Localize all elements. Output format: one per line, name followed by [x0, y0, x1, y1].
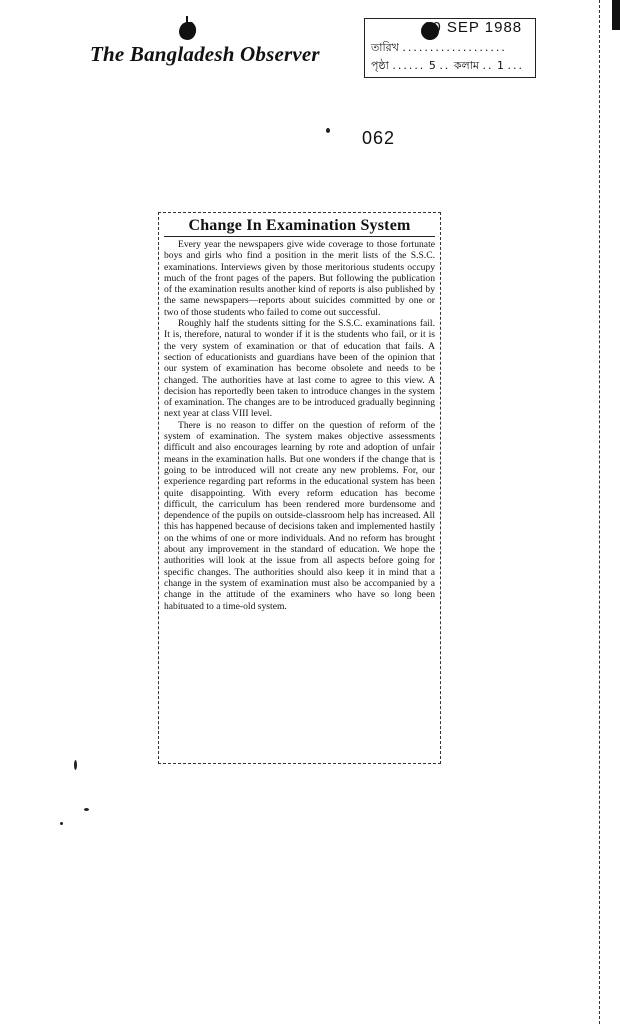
stamp-page-label: পৃষ্ঠা [371, 59, 389, 72]
stamp-dotted-line: ................... [402, 41, 507, 54]
scan-edge-mark [612, 0, 620, 30]
article-title: Change In Examination System [164, 217, 435, 237]
article-clipping [158, 212, 441, 764]
article-paragraph: Every year the newspapers give wide coverage to those fortunate boys and girls who find a position in the merit lists of the S.S.C. examinations. Interviews given by those meritorious students occupy much of the front pages of the papers. But following the publication of the examination results another kind of reports is also published by the same newspapers—reports about suicides committed by one or two of those students who failed to come out successful. [164, 239, 435, 318]
scan-speck [84, 808, 89, 811]
article-paragraph: Roughly half the students sitting for the S.S.C. examinations fail. It is, therefore, natural to wonder if it is the students who fail, or it is the very system of examination or that of education that fails. A section of educationists and guardians have been of the opinion that our system of examination has become obsolete and needs to be changed. The authorities have at last come to agree to this view. A decision has reportedly been taken to introduce changes in the system of examination. The changes are to be introduced gradually beginning next year at class VIII level. [164, 318, 435, 420]
ink-blot-icon [176, 16, 198, 42]
scan-speck [60, 822, 63, 825]
stamp-dotted-line: ... [507, 59, 525, 72]
stamp-column-label: কলাম [453, 59, 480, 72]
stamp-column-value: 1 [497, 59, 505, 72]
stamp-dotted-line: .. [439, 59, 451, 72]
scan-right-edge [599, 0, 620, 1024]
stamp-dotted-line: .. [482, 59, 494, 72]
page-number: 062 [362, 128, 396, 148]
stamp-page-row [371, 57, 524, 76]
article-paragraph: There is no reason to differ on the question of reform of the system of examination. The system makes objective assessments difficult and also encourages learning by rote and adoption of unfair means in the examination halls. But one wonders if the change that is going to be introduced will not create any new problems. For, our experience regarding part reforms in the educational system has been quite disappointing. With every reform education has become difficult, the carriculum has been rendered more burdensome and dependence of the pupils on outside-classroom help has increased. All this has happened because of decisions taken and implemented hastily on the whims of one or more individuals. And no reform has brought about any improvement in the standard of education. We hope the authorities will look at the issue from all aspects before going for specific changes. The authorities should also keep it in mind that a change in the system of examination must also be accompanied by a change in the attitude of the examiners who have so long been habituated to a time-old system. [164, 419, 435, 612]
stamp-date-row [371, 39, 507, 58]
scan-speck [326, 128, 330, 133]
stamp-page-value: 5 [428, 59, 436, 72]
clipping-stamp [364, 18, 536, 78]
stamp-date: 10 SEP 1988 [423, 19, 523, 36]
newspaper-name: The Bangladesh Observer [90, 42, 320, 66]
stamp-dotted-line: ...... [392, 59, 426, 72]
scan-speck [74, 760, 77, 770]
stamp-date-label: তারিখ [371, 41, 399, 54]
